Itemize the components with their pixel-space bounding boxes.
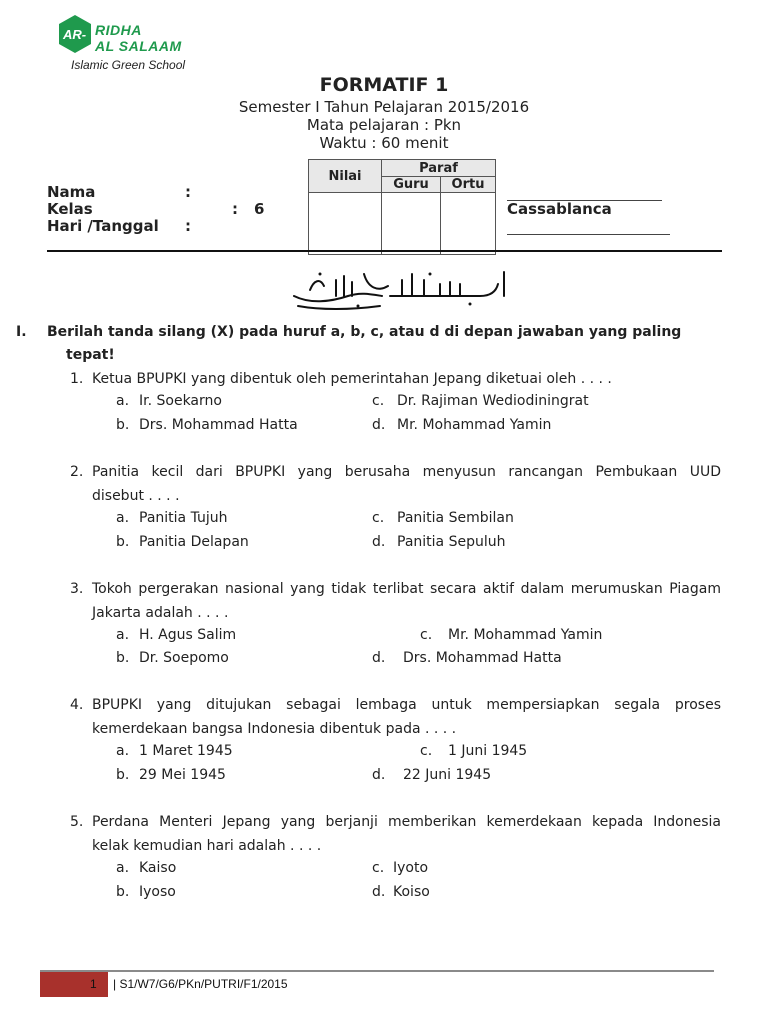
question-5-text: Perdana Menteri Jepang yang berjanji memberikan kemerdekaan kepada Indonesia [92,814,721,830]
question-2-number: 2. [70,464,84,480]
q1-option-d-letter[interactable]: d. [372,417,386,433]
q2-option-b-text: Panitia Delapan [139,534,249,550]
q1-option-a-text: Ir. Soekarno [139,393,222,409]
q5-option-a-letter[interactable]: a. [116,860,130,876]
semester-line: Semester I Tahun Pelajaran 2015/2016 [238,98,530,116]
q3-option-c-text: Mr. Mohammad Yamin [448,627,603,643]
question-5-number: 5. [70,814,84,830]
q3-option-b-text: Dr. Soepomo [139,650,229,666]
q5-option-d-text: Koiso [393,884,430,900]
page-title: FORMATIF 1 [319,74,449,96]
class-colon: : [232,200,238,218]
class-value: 6 [254,200,265,218]
q5-option-a-text: Kaiso [139,860,177,876]
question-3-number: 3. [70,581,84,597]
q3-option-c-letter[interactable]: c. [420,627,433,643]
paraf-header: Paraf [382,160,496,177]
guru-cell[interactable] [382,193,441,255]
ortu-cell[interactable] [441,193,496,255]
question-2-text-cont: disebut . . . . [92,488,180,504]
question-4-number: 4. [70,697,84,713]
q3-option-a-text: H. Agus Salim [139,627,237,643]
subject-line: Mata pelajaran : Pkn [306,116,462,134]
q2-option-b-letter[interactable]: b. [116,534,130,550]
logo-subtitle: Islamic Green School [71,58,186,72]
class-label: Kelas [47,200,93,218]
logo-alsalaam-text: AL SALAAM [95,38,182,54]
footer-rule [40,970,714,972]
q2-option-a-letter[interactable]: a. [116,510,130,526]
q2-option-c-text: Panitia Sembilan [397,510,514,526]
q4-option-c-letter[interactable]: c. [420,743,433,759]
question-5-text-cont: kelak kemudian hari adalah . . . . [92,838,322,854]
q1-option-b-letter[interactable]: b. [116,417,130,433]
q5-option-b-letter[interactable]: b. [116,884,130,900]
name-label: Nama [47,183,96,201]
question-3-text-cont: Jakarta adalah . . . . [92,605,229,621]
q4-option-d-text: 22 Juni 1945 [403,767,492,783]
q5-option-d-letter[interactable]: d. [372,884,386,900]
q4-option-a-letter[interactable]: a. [116,743,130,759]
q3-option-d-text: Drs. Mohammad Hatta [403,650,562,666]
ortu-header: Ortu [441,177,496,193]
question-1-text: Ketua BPUPKI yang dibentuk oleh pemerintahan Jepang diketuai oleh . . . . [92,371,612,387]
class-name-text: Cassablanca [507,200,612,218]
logo-ridha-text: RIDHA [95,22,142,38]
name-colon: : [185,183,191,201]
q1-option-a-letter[interactable]: a. [116,393,130,409]
q3-option-a-letter[interactable]: a. [116,627,130,643]
signature-line-bottom [507,234,670,235]
nilai-header: Nilai [309,160,382,193]
section-instruction: Berilah tanda silang (X) pada huruf a, b, c, atau d di depan jawaban yang paling [47,324,682,340]
section-number: I. [16,324,27,340]
q4-option-a-text: 1 Maret 1945 [139,743,233,759]
guru-header: Guru [382,177,441,193]
q4-option-b-letter[interactable]: b. [116,767,130,783]
q3-option-d-letter[interactable]: d. [372,650,386,666]
q3-option-b-letter[interactable]: b. [116,650,130,666]
nilai-cell[interactable] [309,193,382,255]
grade-table [308,159,496,255]
footer-accent-block [40,972,108,997]
time-line: Waktu : 60 menit [319,134,449,152]
question-4-text-cont: kemerdekaan bangsa Indonesia dibentuk pada . . . . [92,721,457,737]
q5-option-c-letter[interactable]: c. [372,860,385,876]
q1-option-d-text: Mr. Mohammad Yamin [397,417,552,433]
date-label: Hari /Tanggal [47,217,159,235]
question-2-text: Panitia kecil dari BPUPKI yang berusaha menyusun rancangan Pembukaan UUD [92,464,721,480]
q5-option-c-text: Iyoto [393,860,429,876]
section-instruction-cont: tepat! [66,347,115,363]
logo-ar-text: AR- [63,27,87,42]
q4-option-d-letter[interactable]: d. [372,767,386,783]
question-3-text: Tokoh pergerakan nasional yang tidak terlibat secara aktif dalam merumuskan Piagam [92,581,721,597]
q4-option-b-text: 29 Mei 1945 [139,767,226,783]
q2-option-d-letter[interactable]: d. [372,534,386,550]
q5-option-b-text: Iyoso [139,884,176,900]
q1-option-b-text: Drs. Mohammad Hatta [139,417,298,433]
footer-page-number: 1 [90,977,97,991]
footer-doc-code: | S1/W7/G6/PKn/PUTRI/F1/2015 [113,977,288,991]
q2-option-c-letter[interactable]: c. [372,510,385,526]
bismillah-calligraphy-icon [290,266,516,312]
q2-option-a-text: Panitia Tujuh [139,510,228,526]
question-4-text: BPUPKI yang ditujukan sebagai lembaga untuk mempersiapkan segala proses [92,697,721,713]
header-separator [47,250,722,252]
q4-option-c-text: 1 Juni 1945 [448,743,528,759]
question-1-number: 1. [70,371,84,387]
date-colon: : [185,217,191,235]
q2-option-d-text: Panitia Sepuluh [397,534,506,550]
q1-option-c-letter[interactable]: c. [372,393,385,409]
q1-option-c-text: Dr. Rajiman Wediodiningrat [397,393,589,409]
